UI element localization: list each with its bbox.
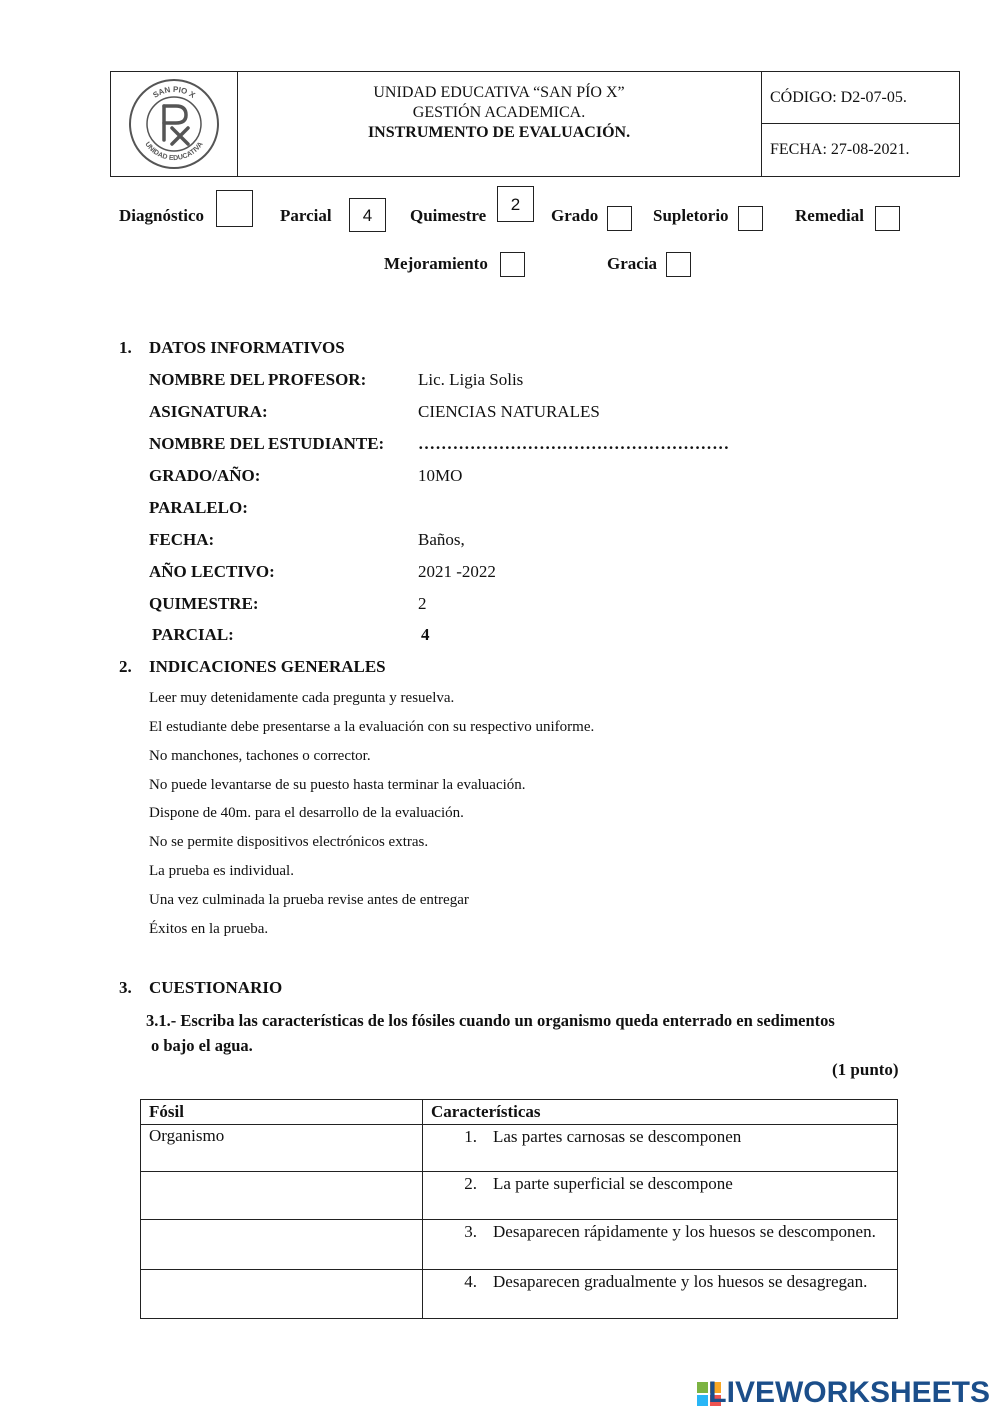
item-text: Las partes carnosas se descomponen (493, 1127, 742, 1146)
liveworksheets-brand[interactable]: LIVEWORKSHEETS (708, 1376, 990, 1409)
item-text: Desaparecen rápidamente y los huesos se descomponen. (493, 1222, 876, 1241)
info-key-asignatura: ASIGNATURA: (149, 402, 268, 421)
parcial-input[interactable]: 4 (349, 198, 386, 232)
instrument-title: INSTRUMENTO DE EVALUACIÓN. (367, 124, 631, 141)
info-key-quimestre: QUIMESTRE: (149, 594, 259, 613)
fosil-cell[interactable] (141, 1270, 423, 1319)
grado-label: Grado (551, 206, 599, 225)
caracteristica-cell (423, 1270, 898, 1319)
section3-title: CUESTIONARIO (149, 978, 283, 997)
item-number: 1. (464, 1127, 477, 1146)
table-row (141, 1220, 898, 1270)
col-caracteristicas-header: Características (423, 1100, 898, 1125)
section1-title: DATOS INFORMATIVOS (149, 338, 345, 357)
item-text: La parte superficial se descompone (493, 1174, 733, 1193)
institution-name: UNIDAD EDUCATIVA “SAN PÍO X” (373, 84, 625, 101)
px-monogram-icon (164, 106, 188, 144)
fosil-cell[interactable] (141, 1220, 423, 1270)
fosil-cell[interactable]: Organismo (141, 1125, 423, 1172)
logo-cell (111, 72, 238, 176)
info-value-asignatura: CIENCIAS NATURALES (418, 402, 600, 421)
info-key-grado: GRADO/AÑO: (149, 466, 261, 485)
grado-input[interactable] (607, 206, 632, 231)
svg-text:SAN PIO X (151, 85, 197, 100)
caracteristica-cell (423, 1172, 898, 1220)
institution-cell (237, 72, 762, 176)
item-number: 3. (464, 1222, 477, 1241)
header-table (110, 71, 960, 177)
info-key-paralelo: PARALELO: (149, 498, 248, 517)
table-header-row (141, 1100, 898, 1125)
mejoramiento-label: Mejoramiento (384, 254, 488, 273)
section3-number: 3. (119, 978, 132, 997)
indication-item: No manchones, tachones o corrector. (149, 748, 371, 764)
mejoramiento-input[interactable] (500, 252, 525, 277)
item-number: 2. (464, 1174, 477, 1193)
info-key-ano-lectivo: AÑO LECTIVO: (149, 562, 275, 581)
remedial-input[interactable] (875, 206, 900, 231)
quimestre-label: Quimestre (410, 206, 487, 225)
table-row (141, 1172, 898, 1220)
info-value-quimestre: 2 (418, 594, 427, 613)
info-value-fecha: Baños, (418, 530, 465, 549)
department-name: GESTIÓN ACADEMICA. (412, 104, 586, 121)
gracia-label: Gracia (607, 254, 658, 273)
diagnostico-input[interactable] (216, 190, 253, 227)
info-key-parcial: PARCIAL: (152, 625, 234, 644)
item-text: Desaparecen gradualmente y los huesos se desagregan. (493, 1272, 868, 1291)
supletorio-label: Supletorio (653, 206, 729, 225)
logo-text-top: SAN PIO X (151, 84, 197, 100)
table-row (141, 1125, 898, 1172)
document-date: FECHA: 27-08-2021. (770, 141, 910, 158)
logo-text-bottom: UNIDAD EDUCATIVA (143, 140, 205, 163)
quimestre-input[interactable]: 2 (497, 186, 534, 222)
info-value-estudiante[interactable]: ……………………………………………… (418, 434, 730, 453)
document-code: CÓDIGO: D2-07-05. (761, 72, 959, 124)
section1-number: 1. (119, 338, 132, 357)
question-text-line1: 3.1.- Escriba las características de los fósiles cuando un organismo queda enterrado en sedimentos (146, 1011, 835, 1030)
supletorio-input[interactable] (738, 206, 763, 231)
indication-item: Éxitos en la prueba. (149, 921, 269, 937)
school-logo (128, 78, 220, 170)
info-value-profesor: Lic. Ligia Solis (418, 370, 524, 389)
indication-item: El estudiante debe presentarse a la evaluación con su respectivo uniforme. (149, 719, 595, 735)
indication-item: No puede levantarse de su puesto hasta terminar la evaluación. (149, 777, 526, 793)
section2-number: 2. (119, 657, 132, 676)
col-fosil-header: Fósil (141, 1100, 423, 1125)
info-value-grado: 10MO (418, 466, 463, 485)
item-number: 4. (464, 1272, 477, 1291)
caracteristica-cell (423, 1125, 898, 1172)
indication-item: Dispone de 40m. para el desarrollo de la evaluación. (149, 805, 464, 821)
table-row (141, 1270, 898, 1319)
info-key-estudiante: NOMBRE DEL ESTUDIANTE: (149, 434, 385, 453)
info-value-ano-lectivo: 2021 -2022 (418, 562, 496, 581)
info-value-parcial: 4 (421, 625, 430, 644)
code-date-cell (761, 72, 959, 176)
fosil-cell[interactable] (141, 1172, 423, 1220)
question-text-line2: o bajo el agua. (151, 1036, 253, 1055)
remedial-label: Remedial (795, 206, 864, 225)
fossil-table (140, 1099, 898, 1319)
caracteristica-cell (423, 1220, 898, 1270)
question-points: (1 punto) (832, 1060, 899, 1079)
gracia-input[interactable] (666, 252, 691, 277)
indication-item: Una vez culminada la prueba revise antes de entregar (149, 892, 469, 908)
indication-item: No se permite dispositivos electrónicos extras. (149, 834, 429, 850)
section2-title: INDICACIONES GENERALES (149, 657, 386, 676)
info-key-fecha: FECHA: (149, 530, 215, 549)
diagnostico-label: Diagnóstico (119, 206, 204, 225)
info-key-profesor: NOMBRE DEL PROFESOR: (149, 370, 367, 389)
indication-item: La prueba es individual. (149, 863, 294, 879)
parcial-label: Parcial (280, 206, 332, 225)
indication-item: Leer muy detenidamente cada pregunta y resuelva. (149, 690, 455, 706)
